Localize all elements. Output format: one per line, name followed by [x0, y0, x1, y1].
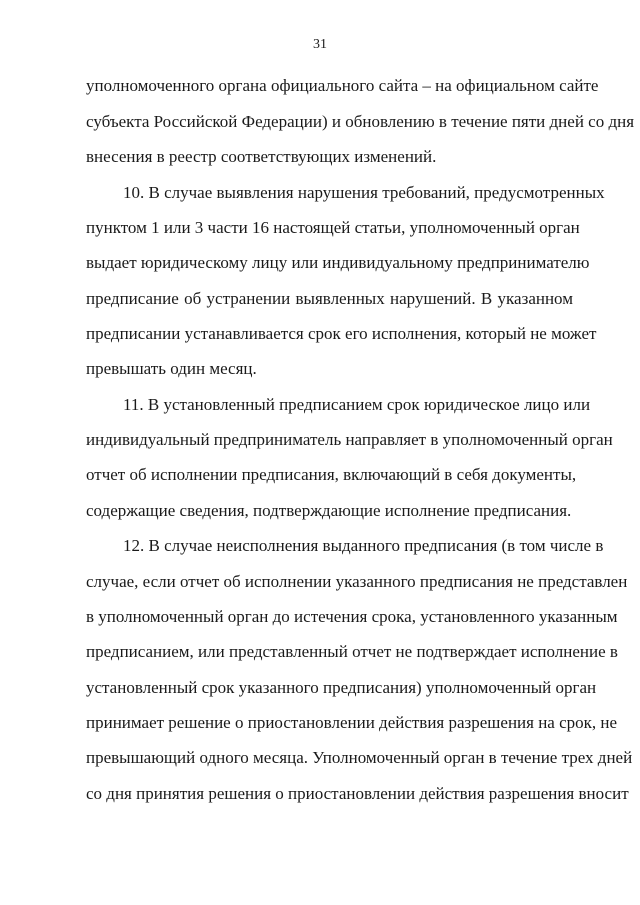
text-line: со дня принятия решения о приостановлении действия разрешения вносит	[86, 784, 629, 803]
text-line: уполномоченного органа официального сайта – на официальном сайте	[86, 76, 599, 95]
text-line: пунктом 1 или 3 части 16 настоящей статьи, уполномоченный орган	[86, 218, 580, 237]
text-line: индивидуальный предприниматель направляет в уполномоченный орган	[86, 430, 613, 449]
text-line: предписание об устранении выявленных нарушений. В указанном	[86, 289, 573, 308]
text-line: выдает юридическому лицу или индивидуальному предпринимателю	[86, 253, 590, 272]
text-line: субъекта Российской Федерации) и обновлению в течение пяти дней со дня	[86, 112, 635, 131]
text-line: в уполномоченный орган до истечения срока, установленного указанным	[86, 607, 618, 626]
page-number: 31	[313, 37, 327, 52]
text-line: случае, если отчет об исполнении указанного предписания не представлен	[86, 572, 628, 591]
text-line: установленный срок указанного предписания) уполномоченный орган	[86, 678, 597, 697]
text-line: предписанием, или представленный отчет не подтверждает исполнение в	[86, 642, 618, 661]
text-line: внесения в реестр соответствующих изменений.	[86, 147, 437, 166]
text-line: превышать один месяц.	[86, 359, 257, 378]
text-line: содержащие сведения, подтверждающие исполнение предписания.	[86, 501, 572, 520]
text-line: принимает решение о приостановлении действия разрешения на срок, не	[86, 713, 618, 732]
text-line: 11. В установленный предписанием срок юридическое лицо или	[123, 395, 591, 414]
text-line: 12. В случае неисполнения выданного предписания (в том числе в	[123, 536, 604, 555]
text-line: отчет об исполнении предписания, включающий в себя документы,	[86, 465, 577, 484]
text-line: 10. В случае выявления нарушения требований, предусмотренных	[123, 183, 605, 202]
text-line: превышающий одного месяца. Уполномоченный орган в течение трех дней	[86, 748, 633, 767]
text-line: предписании устанавливается срок его исполнения, который не может	[86, 324, 597, 343]
